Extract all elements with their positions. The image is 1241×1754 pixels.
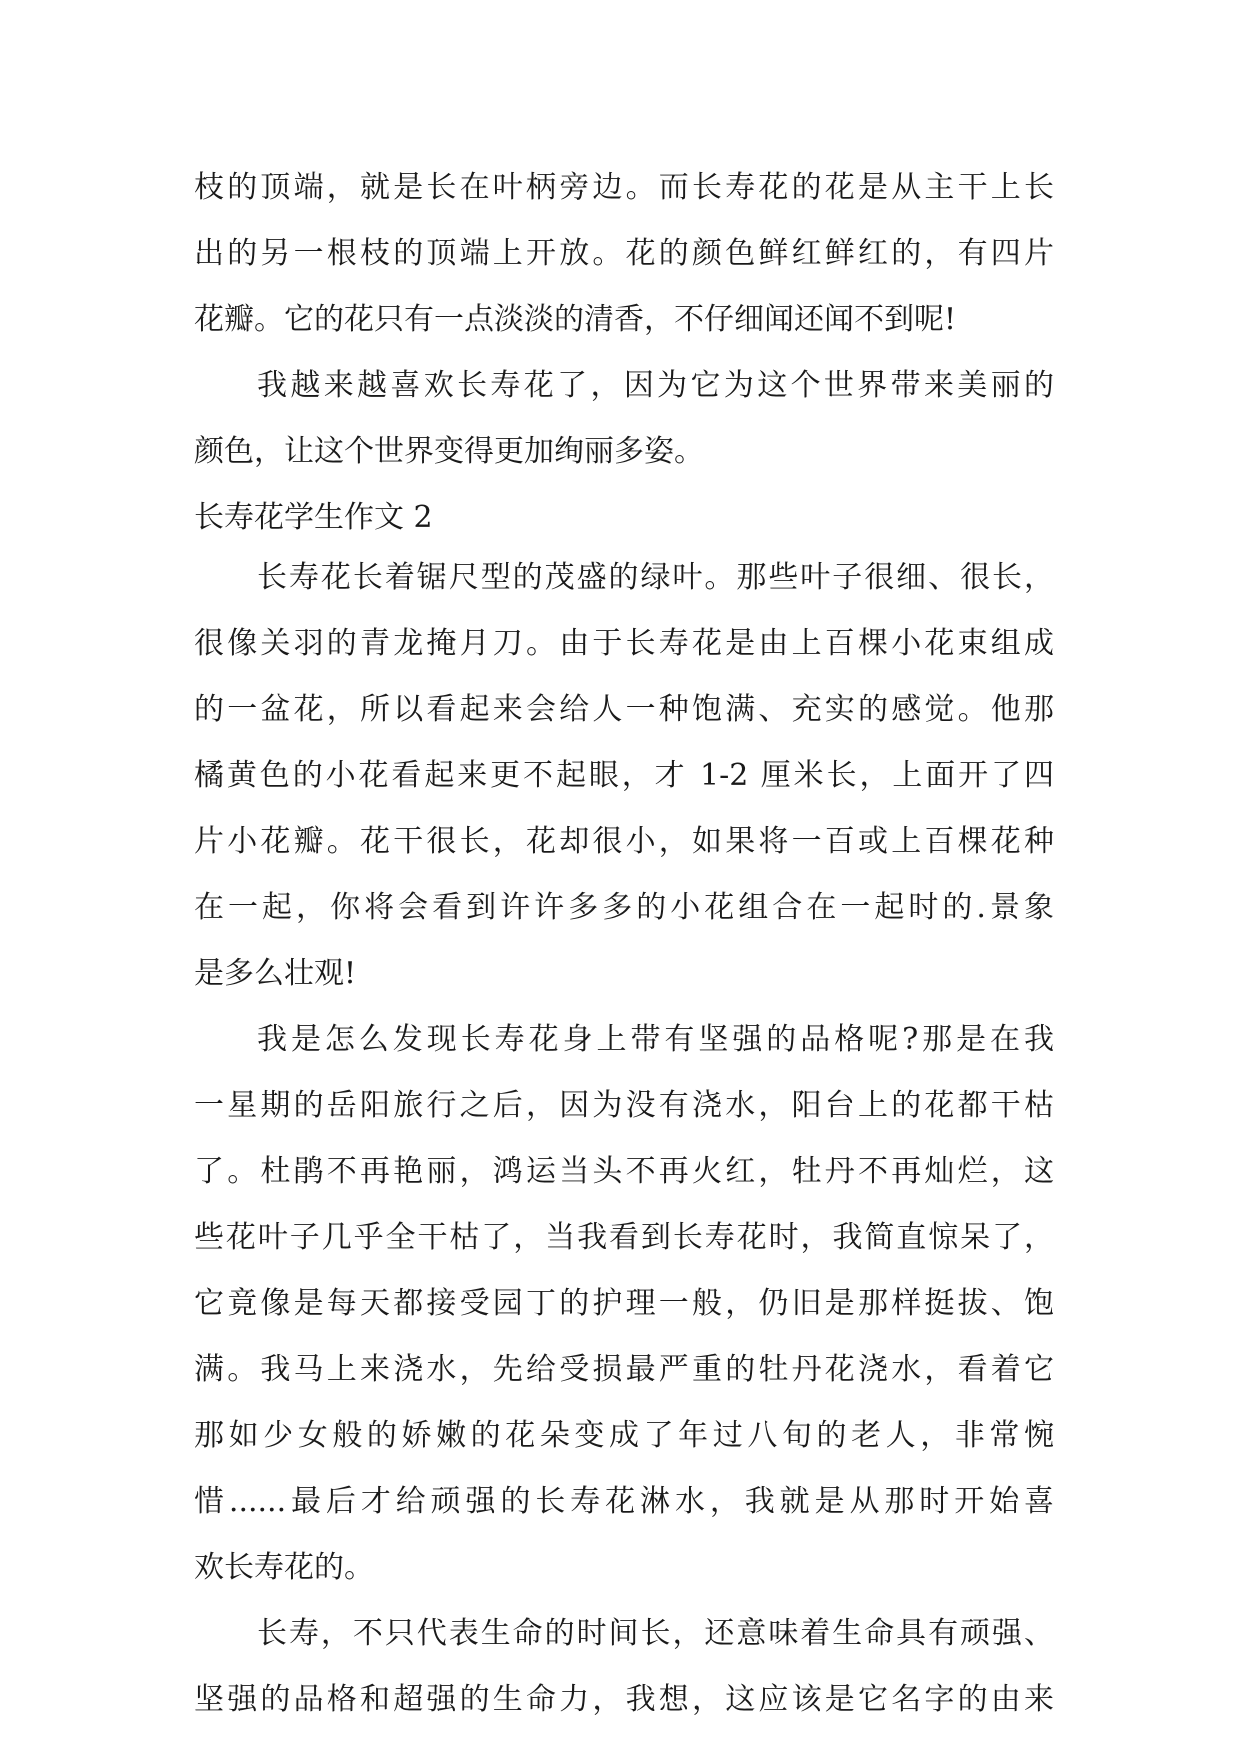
text-line: 了。杜鹃不再艳丽，鸿运当头不再火红，牡丹不再灿烂，这 <box>194 1154 1054 1189</box>
paragraph <box>194 550 1054 1012</box>
text-line: 的一盆花，所以看起来会给人一种饱满、充实的感觉。他那 <box>194 692 1054 727</box>
text-line: 那如少女般的娇嫩的花朵变成了年过八旬的老人，非常惋 <box>194 1418 1054 1453</box>
essay-body <box>194 160 1054 1738</box>
text-line: 花瓣。它的花只有一点淡淡的清香，不仔细闻还闻不到呢! <box>194 302 957 337</box>
paragraph <box>194 358 1054 490</box>
heading-text: 长寿花学生作文 2 <box>194 500 433 535</box>
paragraph <box>194 1606 1054 1738</box>
text-line: 出的另一根枝的顶端上开放。花的颜色鲜红鲜红的，有四片 <box>194 236 1054 271</box>
text-line: 些花叶子几乎全干枯了，当我看到长寿花时，我简直惊呆了， <box>194 1220 1054 1255</box>
paragraph <box>194 1012 1054 1606</box>
text-line: 一星期的岳阳旅行之后，因为没有浇水，阳台上的花都干枯 <box>194 1088 1054 1123</box>
text-line: 橘黄色的小花看起来更不起眼，才 1-2 厘米长，上面开了四 <box>194 758 1054 793</box>
text-line: 欢长寿花的。 <box>194 1550 374 1585</box>
text-line: 很像关羽的青龙掩月刀。由于长寿花是由上百棵小花束组成 <box>194 626 1054 661</box>
text-line: 是多么壮观! <box>194 956 357 991</box>
text-line: 惜......最后才给顽强的长寿花淋水，我就是从那时开始喜 <box>194 1484 1054 1519</box>
text-line: 片小花瓣。花干很长，花却很小，如果将一百或上百棵花种 <box>194 824 1054 859</box>
text-line: 它竟像是每天都接受园丁的护理一般，仍旧是那样挺拔、饱 <box>194 1286 1054 1321</box>
text-line: 满。我马上来浇水，先给受损最严重的牡丹花浇水，看着它 <box>194 1352 1054 1387</box>
text-line: 长寿，不只代表生命的时间长，还意味着生命具有顽强、 <box>257 1616 1054 1651</box>
text-line: 我是怎么发现长寿花身上带有坚强的品格呢?那是在我 <box>257 1022 1054 1057</box>
text-line: 我越来越喜欢长寿花了，因为它为这个世界带来美丽的 <box>257 368 1054 403</box>
text-line: 长寿花长着锯尺型的茂盛的绿叶。那些叶子很细、很长， <box>257 560 1054 595</box>
section-heading <box>194 490 1054 550</box>
text-line: 颜色，让这个世界变得更加绚丽多姿。 <box>194 434 704 469</box>
text-line: 在一起，你将会看到许许多多的小花组合在一起时的.景象 <box>194 890 1054 925</box>
text-line: 坚强的品格和超强的生命力，我想，这应该是它名字的由来 <box>194 1682 1054 1717</box>
paragraph-continuation <box>194 160 1054 358</box>
text-line: 枝的顶端，就是长在叶柄旁边。而长寿花的花是从主干上长 <box>194 170 1054 205</box>
